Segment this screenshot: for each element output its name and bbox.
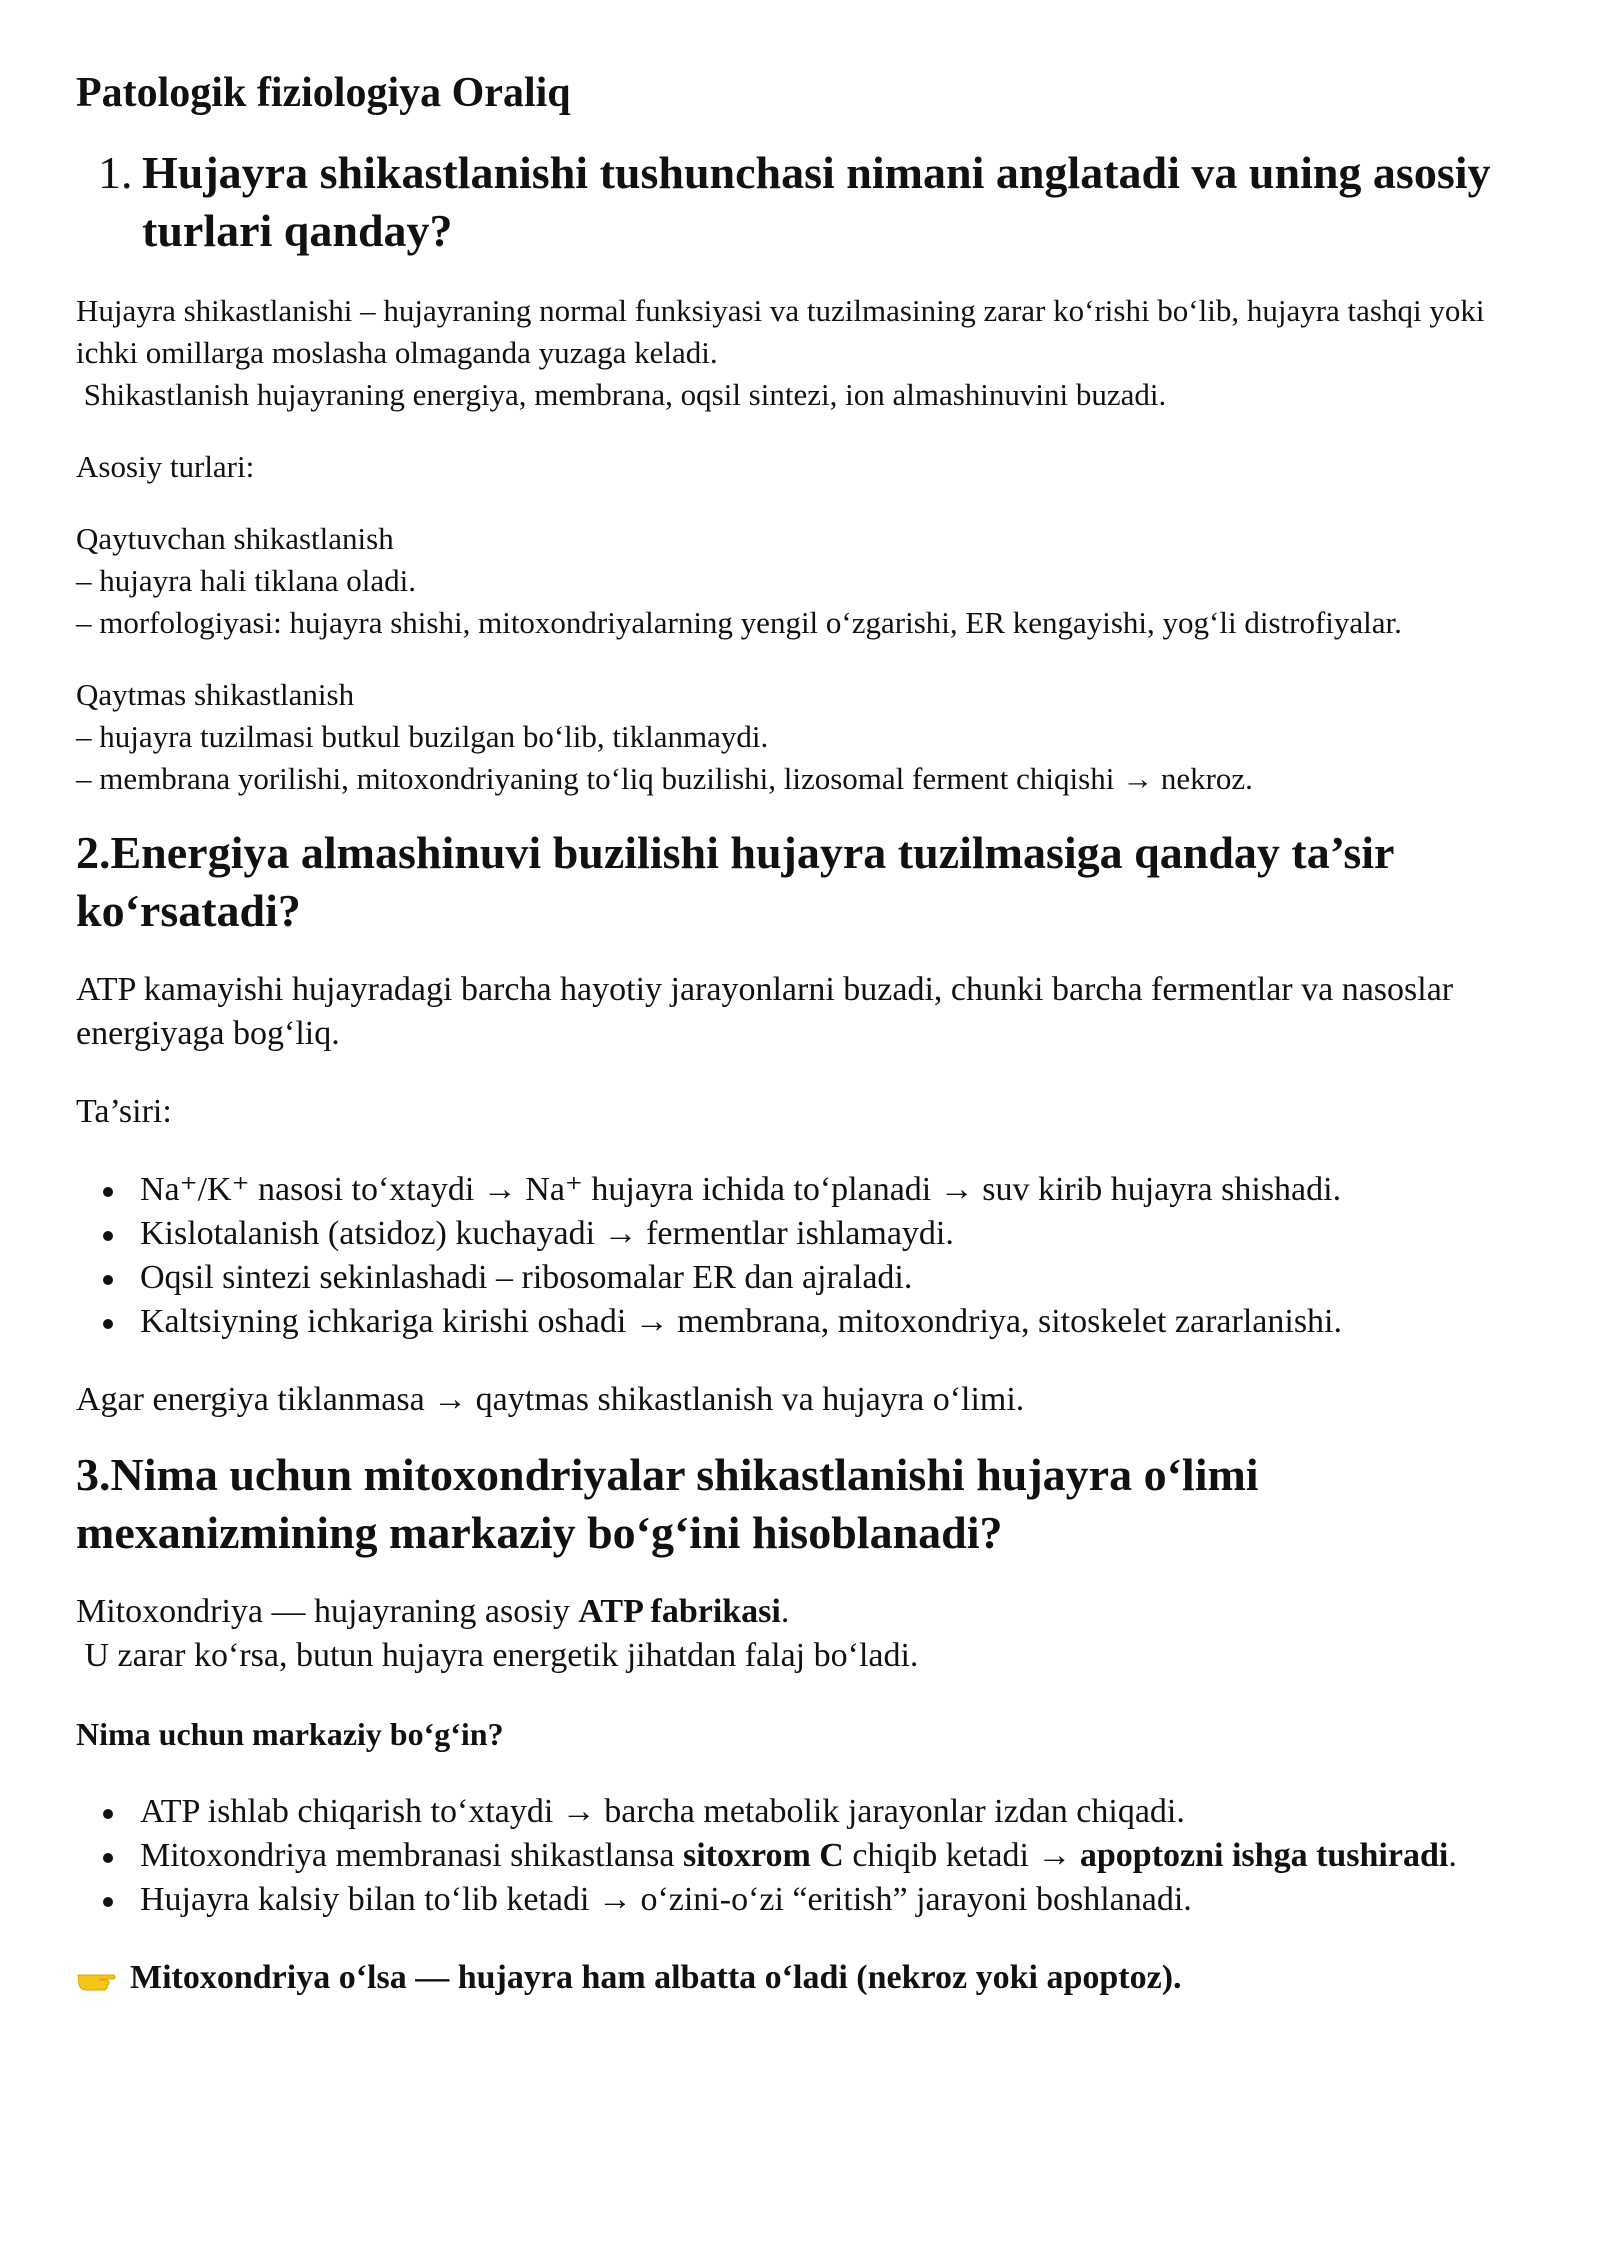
list-item: Mitoxondriya membranasi shikastlansa sitoxrom C chiqib ketadi → apoptozni ishga tushiradi. xyxy=(76,1834,1520,1878)
list-item: Hujayra kalsiy bilan to‘lib ketadi → o‘zini-o‘zi “eritish” jarayoni boshlanadi. xyxy=(76,1878,1520,1922)
q1-reversible-line-2: – morfologiyasi: hujayra shishi, mitoxondriyalarning yengil o‘zgarishi, ER kengayishi, yog‘li distrofiyalar. xyxy=(76,605,1402,641)
q1-paragraph-1: Hujayra shikastlanishi – hujayraning normal funksiyasi va tuzilmasining zarar ko‘rishi bo‘lib, hujayra tashqi yoki ichki omillarga moslasha olmaganda yuzaga keladi. xyxy=(76,293,1485,371)
question-2-heading: 2.Energiya almashinuvi buzilishi hujayra tuzilmasiga qanday ta’sir ko‘rsatadi? xyxy=(76,827,1394,937)
q3-paragraph-1: Mitoxondriya — hujayraning asosiy ATP fabrikasi. xyxy=(76,1593,790,1631)
q3-reasons-list xyxy=(76,1790,1520,1922)
q3-why-label: Nima uchun markaziy bo‘g‘in? xyxy=(76,1716,504,1753)
q1-irreversible-line-1: – hujayra tuzilmasi butkul buzilgan bo‘lib, tiklanmaydi. xyxy=(76,719,769,755)
q1-reversible-title: Qaytuvchan shikastlanish xyxy=(76,521,394,557)
q2-effects-list xyxy=(76,1168,1520,1344)
q2-paragraph-1: ATP kamayishi hujayradagi barcha hayotiy jarayonlarni buzadi, chunki barcha fermentlar va nasoslar energiyaga bog‘liq. xyxy=(76,971,1454,1053)
q3-paragraph-2: U zarar ko‘rsa, butun hujayra energetik jihatdan falaj bo‘ladi. xyxy=(76,1637,919,1675)
list-item: Na⁺/K⁺ nasosi to‘xtaydi → Na⁺ hujayra ichida to‘planadi → suv kirib hujayra shishadi. xyxy=(76,1168,1520,1212)
q3-final-text: Mitoxondriya o‘lsa — hujayra ham albatta o‘ladi (nekroz yoki apoptoz). xyxy=(130,1959,1182,1997)
document-title: Patologik fiziologiya Oraliq xyxy=(76,70,571,116)
question-1-heading xyxy=(76,144,1520,260)
q3-atp-factory-bold: ATP fabrikasi xyxy=(578,1593,781,1631)
q3-final-statement xyxy=(76,1956,1520,2000)
question-3-body xyxy=(76,1590,1520,2000)
pointing-hand-icon xyxy=(76,1963,116,1993)
q1-irreversible-line-2: – membrana yorilishi, mitoxondriyaning to‘liq buzilishi, lizosomal ferment chiqishi → nekroz. xyxy=(76,761,1253,797)
list-item: Oqsil sintezi sekinlashadi – ribosomalar ER dan ajraladi. xyxy=(76,1256,1520,1300)
q1-reversible-line-1: – hujayra hali tiklana oladi. xyxy=(76,563,417,599)
q1-paragraph-2: Shikastlanish hujayraning energiya, membrana, oqsil sintezi, ion almashinuvini buzadi. xyxy=(76,377,1167,413)
list-item: ATP ishlab chiqarish to‘xtaydi → barcha metabolik jarayonlar izdan chiqadi. xyxy=(76,1790,1520,1834)
question-1-body xyxy=(76,290,1520,800)
question-1-text: Hujayra shikastlanishi tushunchasi nimani anglatadi va uning asosiy turlari qanday? xyxy=(142,147,1491,257)
question-2-body xyxy=(76,968,1520,1422)
q2-conclusion: Agar energiya tiklanmasa → qaytmas shikastlanish va hujayra o‘limi. xyxy=(76,1381,1025,1419)
question-1-number: 1. xyxy=(98,147,133,199)
list-item: Kislotalanish (atsidoz) kuchayadi → fermentlar ishlamaydi. xyxy=(76,1212,1520,1256)
q1-irreversible-title: Qaytmas shikastlanish xyxy=(76,677,355,713)
q1-types-label: Asosiy turlari: xyxy=(76,449,255,485)
question-3-heading: 3.Nima uchun mitoxondriyalar shikastlanishi hujayra o‘limi mexanizmining markaziy bo‘g‘ini hisoblanadi? xyxy=(76,1449,1259,1559)
list-item: Kaltsiyning ichkariga kirishi oshadi → membrana, mitoxondriya, sitoskelet zararlanishi. xyxy=(76,1300,1520,1344)
q2-effects-label: Ta’siri: xyxy=(76,1093,172,1131)
